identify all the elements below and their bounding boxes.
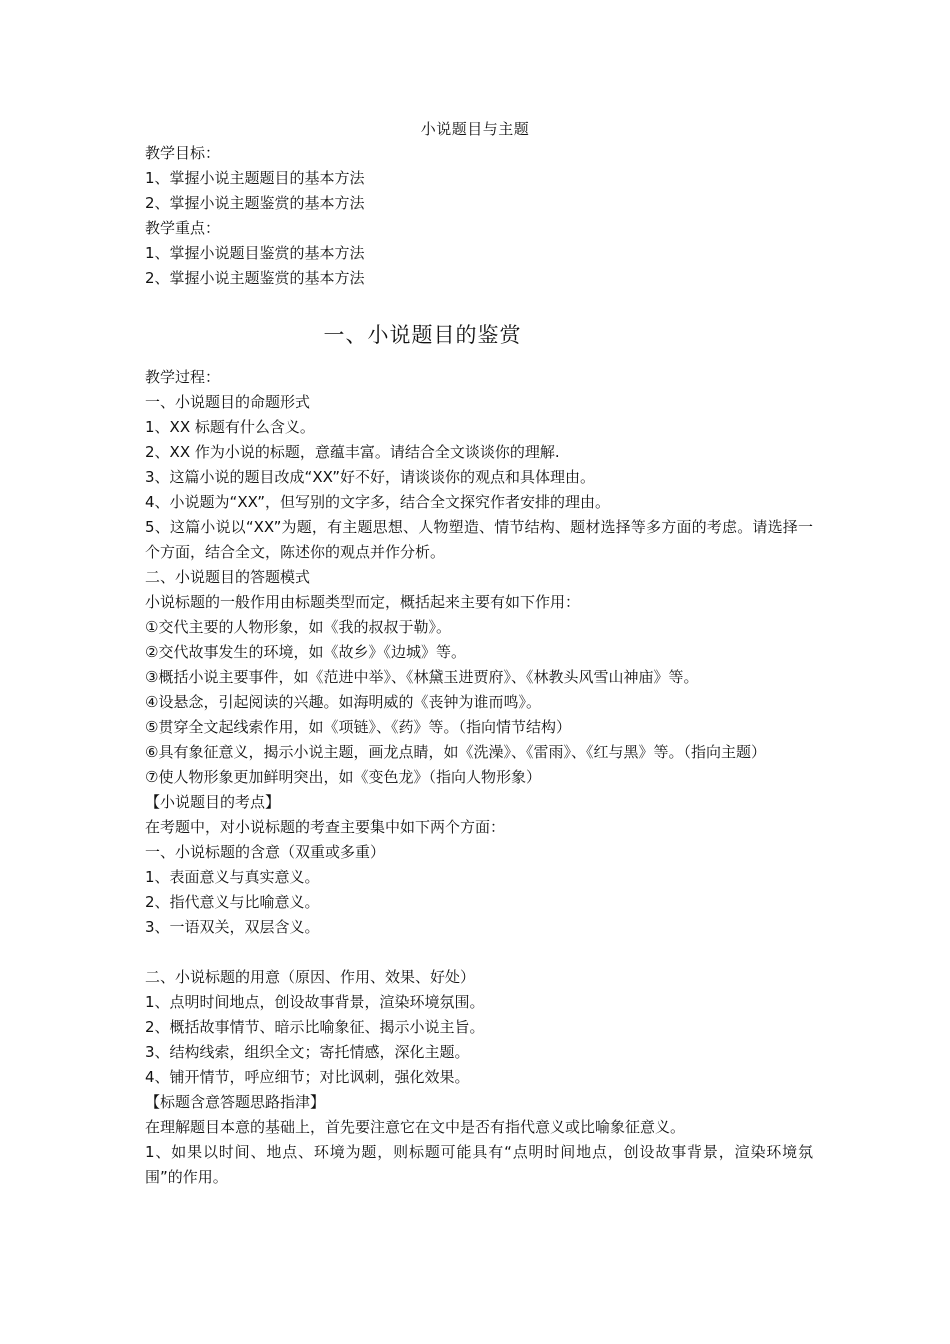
- section-heading: 一、小说题目的鉴赏: [323, 323, 522, 347]
- guide-item: 1、如果以时间、地点、环境为题，则标题可能具有“点明时间地点，创设故事背景，渲染环境氛围”的作用。: [145, 1143, 813, 1186]
- form-item: 1、XX 标题有什么含义。: [145, 418, 315, 436]
- purpose-item: 4、铺开情节，呼应细节；对比讽刺，强化效果。: [145, 1068, 470, 1086]
- focus-item: 1、掌握小说题目鉴赏的基本方法: [145, 244, 365, 262]
- intro-block: [145, 141, 813, 291]
- function-item: ②交代故事发生的环境，如《故乡》《边城》等。: [145, 643, 466, 661]
- form-item: 4、小说题为“XX”，但写别的文字多，结合全文探究作者安排的理由。: [145, 493, 611, 511]
- form-item: 5、这篇小说以“XX”为题，有主题思想、人物塑造、情节结构、题材选择等多方面的考虑。请选择一个方面，结合全文，陈述你的观点并作分析。: [145, 518, 813, 561]
- focus-label: 教学重点：: [145, 219, 221, 237]
- purpose-item: 1、点明时间地点，创设故事背景，渲染环境氛围。: [145, 993, 485, 1011]
- answer-heading: 二、小说题目的答题模式: [145, 568, 311, 586]
- function-item: ⑦使人物形象更加鲜明突出，如《变色龙》（指向人物形象）: [145, 768, 541, 786]
- function-item: ①交代主要的人物形象，如《我的叔叔于勒》。: [145, 618, 451, 636]
- purpose-item: 2、概括故事情节、暗示比喻象征、揭示小说主旨。: [145, 1018, 485, 1036]
- function-item: ③概括小说主要事件，如《范进中举》、《林黛玉进贾府》、《林教头风雪山神庙》等。: [145, 668, 699, 686]
- function-item: ④设悬念，引起阅读的兴趣。如海明威的《丧钟为谁而鸣》。: [145, 693, 541, 711]
- objectives-label: 教学目标：: [145, 144, 221, 162]
- forms-heading: 一、小说题目的命题形式: [145, 393, 311, 411]
- guide-intro: 在理解题目本意的基础上，首先要注意它在文中是否有指代意义或比喻象征意义。: [145, 1118, 686, 1136]
- purpose-item: 3、结构线索，组织全文；寄托情感，深化主题。: [145, 1043, 470, 1061]
- purpose-heading: 二、小说标题的用意（原因、作用、效果、好处）: [145, 968, 476, 986]
- form-item: 3、这篇小说的题目改成“XX”好不好，请谈谈你的观点和具体理由。: [145, 468, 596, 486]
- exam-intro: 在考题中，对小说标题的考查主要集中如下两个方面：: [145, 818, 506, 836]
- process-label: 教学过程：: [145, 368, 221, 386]
- meaning-item: 1、表面意义与真实意义。: [145, 868, 320, 886]
- answer-intro: 小说标题的一般作用由标题类型而定，概括起来主要有如下作用：: [145, 593, 581, 611]
- guide-heading: 【标题含意答题思路指津】: [145, 1093, 326, 1111]
- document-title: 小说题目与主题: [420, 120, 530, 138]
- focus-item: 2、掌握小说主题鉴赏的基本方法: [145, 269, 365, 287]
- exam-points-heading: 【小说题目的考点】: [145, 793, 281, 811]
- function-item: ⑤贯穿全文起线索作用，如《项链》、《药》等。（指向情节结构）: [145, 718, 571, 736]
- function-item: ⑥具有象征意义，揭示小说主题，画龙点睛，如《洗澡》、《雷雨》、《红与黑》等。（指向主题）: [145, 743, 766, 761]
- form-item: 2、XX 作为小说的标题，意蕴丰富。请结合全文谈谈你的理解.: [145, 443, 560, 461]
- meaning-heading: 一、小说标题的含意（双重或多重）: [145, 843, 386, 861]
- main-content: [145, 365, 813, 1190]
- objective-item: 1、掌握小说主题题目的基本方法: [145, 169, 365, 187]
- meaning-item: 3、一语双关，双层含义。: [145, 918, 320, 936]
- objective-item: 2、掌握小说主题鉴赏的基本方法: [145, 194, 365, 212]
- meaning-item: 2、指代意义与比喻意义。: [145, 893, 320, 911]
- blank-line: [145, 940, 813, 965]
